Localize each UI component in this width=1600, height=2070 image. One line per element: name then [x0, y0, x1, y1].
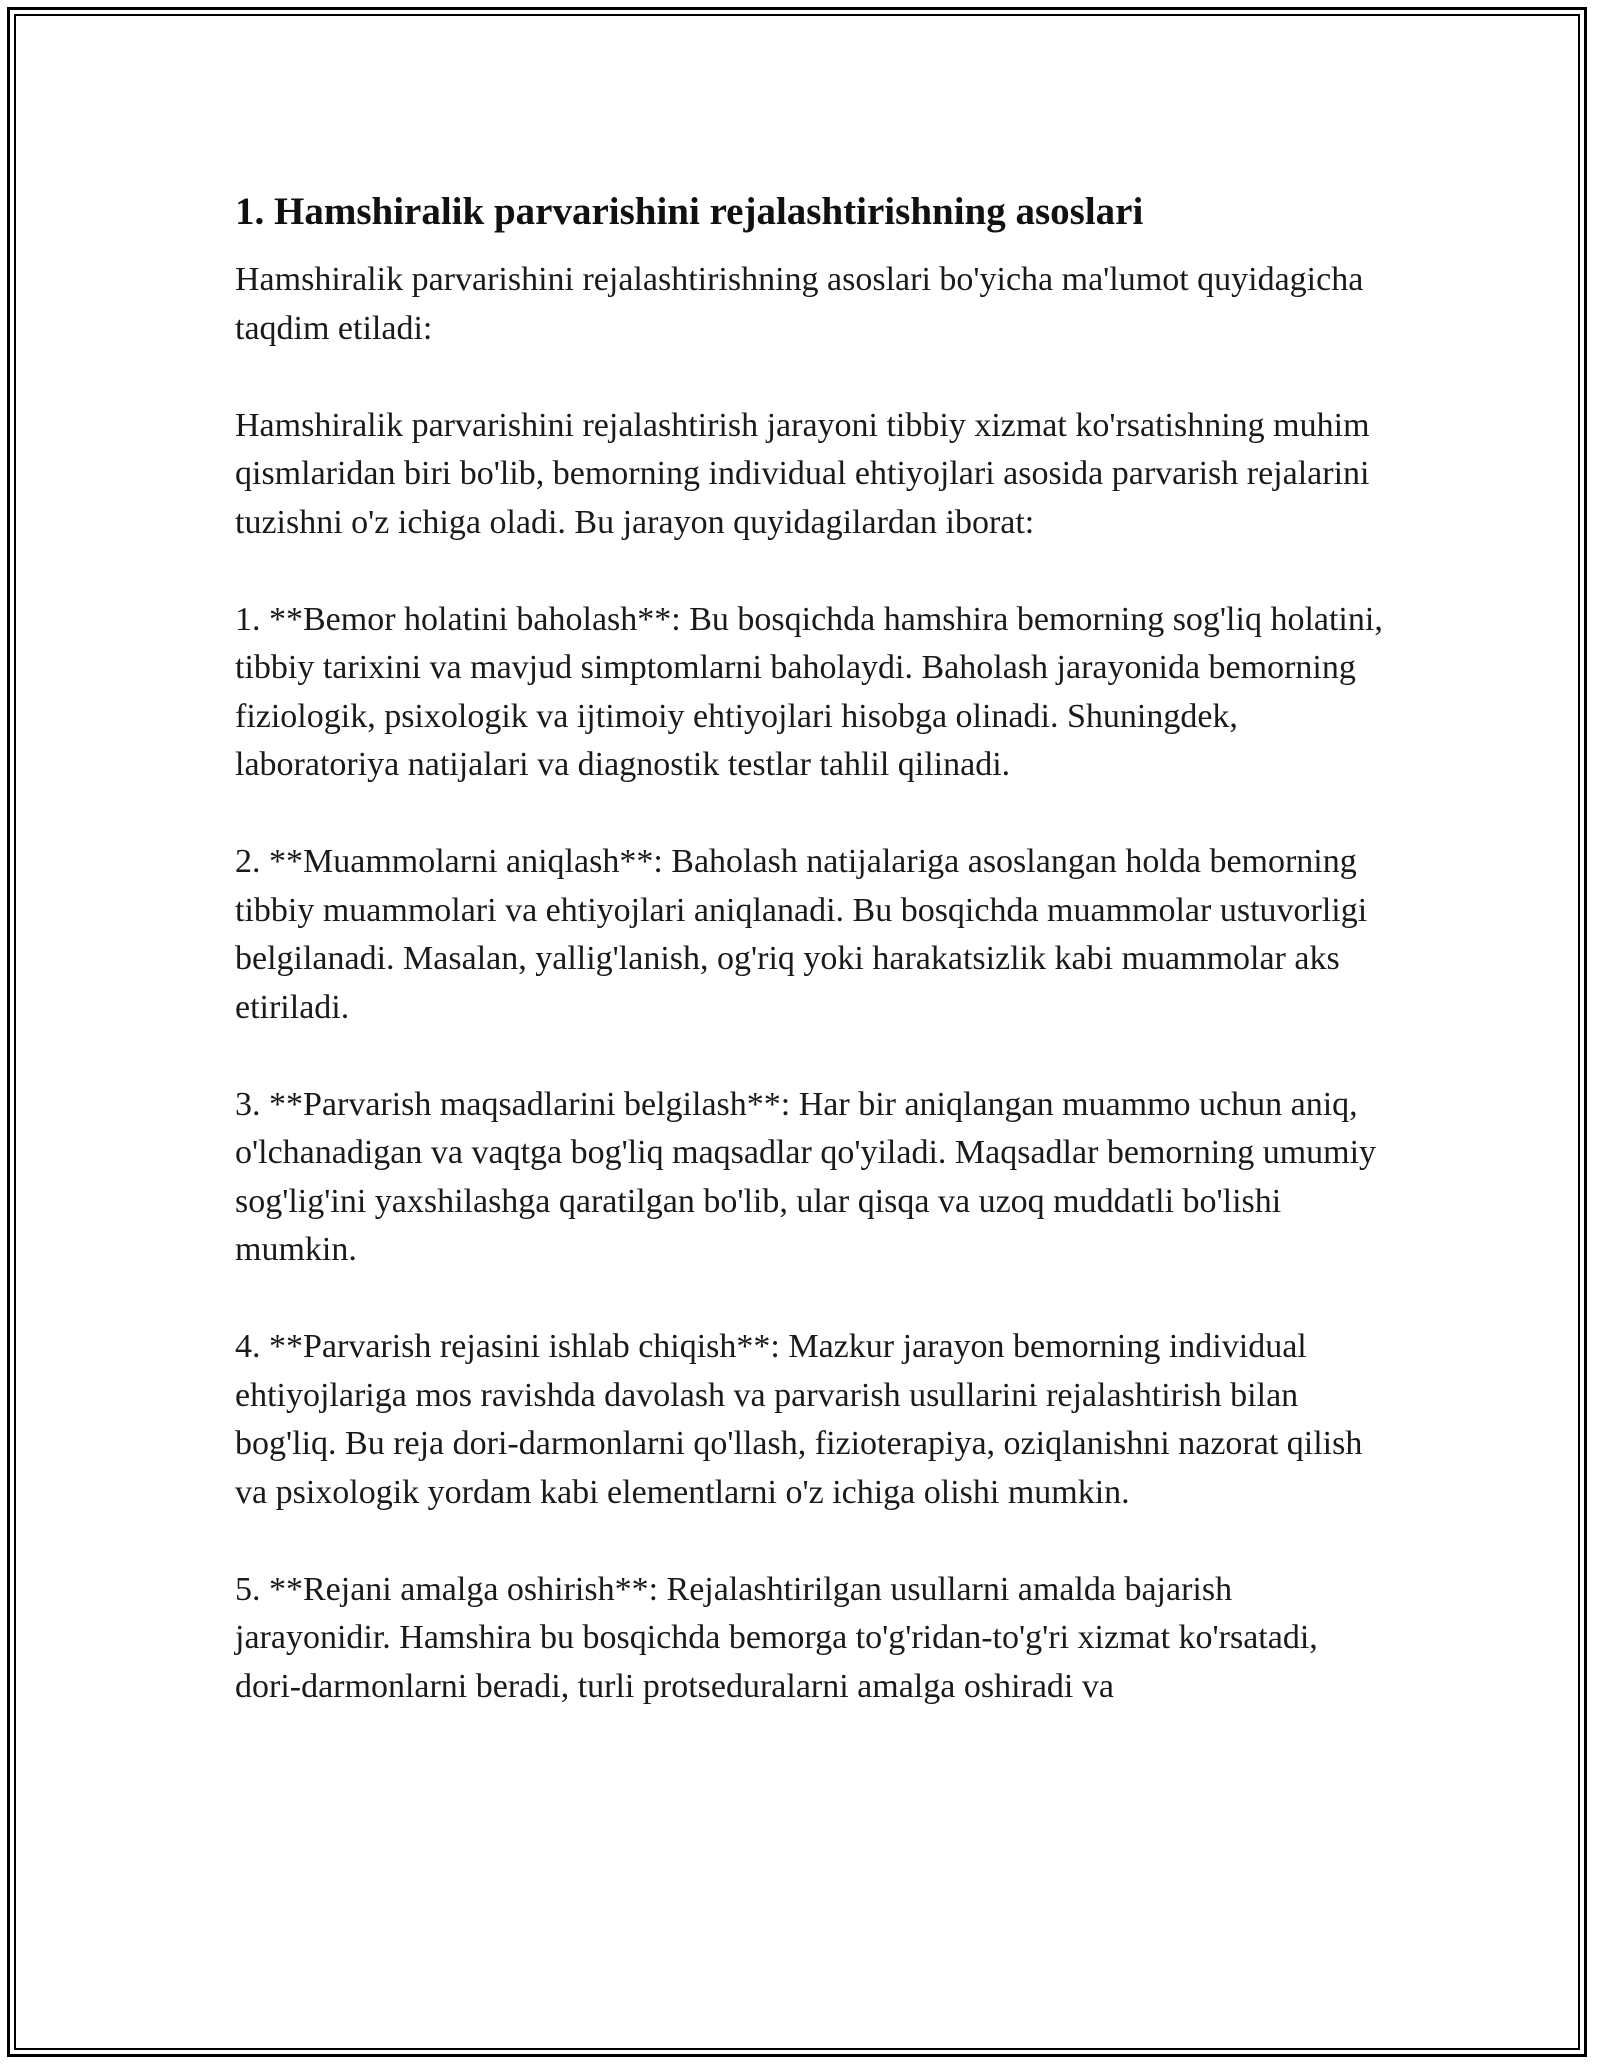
step-4-paragraph: 4. **Parvarish rejasini ishlab chiqish**: Mazkur jarayon bemorning individual ehtiyojlariga mos ravishda davolash va parvarish usullarini rejalashtirish bilan bog'liq. Bu reja dori-darmonlarni qo'llash, fizioterapiya, oziqlanishni nazorat qilish va psixologik yordam kabi elementlarni o'z ichiga olishi mumkin.: [235, 1328, 1371, 1511]
overview-paragraph: Hamshiralik parvarishini rejalashtirish jarayoni tibbiy xizmat ko'rsatishning muhim qismlaridan biri bo'lib, bemorning individual ehtiyojlari asosida parvarish rejalarini tuzishni o'z ichiga oladi. Bu jarayon quyidagilardan iborat:: [235, 406, 1379, 541]
step-5-paragraph: 5. **Rejani amalga oshirish**: Rejalashtirilgan usullarni amalda bajarish jarayonidir. Hamshira bu bosqichda bemorga to'g'ridan-to'g'ri xizmat ko'rsatadi, dori-darmonlarni beradi, turli protseduralarni amalga oshiradi va: [235, 1570, 1327, 1705]
step-3-paragraph: 3. **Parvarish maqsadlarini belgilash**: Har bir aniqlangan muammo uchun aniq, o'lchanadigan va vaqtga bog'liq maqsadlar qo'yiladi. Maqsadlar bemorning umumiy sog'lig'ini yaxshilashga qaratilgan bo'lib, ular qisqa va uzoq muddatli bo'lishi mumkin.: [235, 1085, 1385, 1268]
step-1-paragraph: 1. **Bemor holatini baholash**: Bu bosqichda hamshira bemorning sog'liq holatini, tibbiy tarixini va mavjud simptomlarni baholaydi. Baholash jarayonida bemorning fiziologik, psixologik va ijtimoiy ehtiyojlari hisobga olinadi. Shuningdek, laboratoriya natijalari va diagnostik testlar tahlil qilinadi.: [235, 600, 1392, 783]
intro-paragraph: Hamshiralik parvarishini rejalashtirishning asoslari bo'yicha ma'lumot quyidagicha taqdim etiladi:: [235, 261, 1372, 347]
document-body: [235, 188, 1392, 1760]
page-title: 1. Hamshiralik parvarishini rejalashtirishning asoslari: [235, 190, 1144, 233]
step-2-paragraph: 2. **Muammolarni aniqlash**: Baholash natijalariga asoslangan holda bemorning tibbiy muammolari va ehtiyojlari aniqlanadi. Bu bosqichda muammolar ustuvorligi belgilanadi. Masalan, yallig'lanish, og'riq yoki harakatsizlik kabi muammolar aks etiriladi.: [235, 843, 1376, 1026]
